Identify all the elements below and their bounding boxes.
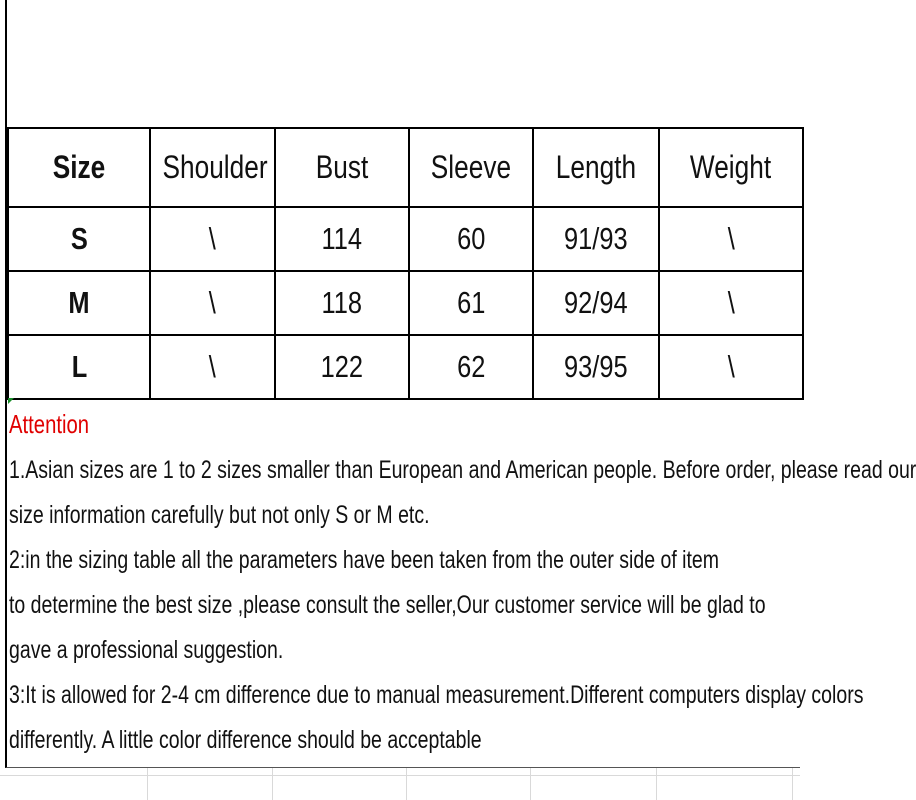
header-shoulder xyxy=(150,128,275,207)
header-bust xyxy=(275,128,409,207)
cell-text: 92/94 xyxy=(564,285,628,320)
table-cell xyxy=(150,207,275,271)
header-bust-label: Bust xyxy=(315,149,369,185)
table-cell xyxy=(275,271,409,335)
sheet-frame xyxy=(5,0,916,768)
table-row xyxy=(8,335,803,399)
header-sleeve-label: Sleeve xyxy=(430,149,512,185)
table-header-row xyxy=(8,128,803,207)
cell-text: 118 xyxy=(321,285,363,320)
table-cell xyxy=(275,335,409,399)
table-cell xyxy=(659,335,803,399)
table-cell xyxy=(150,335,275,399)
note-line: to determine the best size ,please consult the seller,Our customer service will be glad to xyxy=(9,591,766,619)
table-row xyxy=(8,207,803,271)
cell-text: L xyxy=(71,349,87,384)
cell-text: \ xyxy=(727,221,735,256)
gridline xyxy=(0,775,800,776)
table-cell xyxy=(150,271,275,335)
header-shoulder-label: Shoulder xyxy=(162,149,268,185)
header-length-label: Length xyxy=(555,149,637,185)
size-table xyxy=(7,127,804,400)
table-cell xyxy=(533,271,659,335)
cell-text: 114 xyxy=(321,221,363,256)
table-cell xyxy=(533,335,659,399)
cell-text: 60 xyxy=(456,221,486,256)
table-cell xyxy=(659,207,803,271)
cell-text: \ xyxy=(727,285,735,320)
cell-text: 62 xyxy=(456,349,486,384)
table-cell xyxy=(275,207,409,271)
table-cell xyxy=(533,207,659,271)
note-line: 1.Asian sizes are 1 to 2 sizes smaller than European and American people. Before order, please read our xyxy=(9,456,916,484)
cell-text: 122 xyxy=(320,349,364,384)
table-cell xyxy=(409,271,533,335)
cell-text: 93/95 xyxy=(564,349,628,384)
table-cell xyxy=(8,271,150,335)
note-line: differently. A little color difference should be acceptable xyxy=(9,726,482,754)
cell-text: M xyxy=(68,285,90,320)
header-sleeve xyxy=(409,128,533,207)
table-cell xyxy=(8,335,150,399)
note-line: 3:It is allowed for 2-4 cm difference due to manual measurement.Different computers display colors xyxy=(9,681,864,709)
cell-text: 61 xyxy=(456,285,486,320)
attention-heading: Attention xyxy=(9,409,90,439)
cell-text: 91/93 xyxy=(564,221,628,256)
table-cell xyxy=(659,271,803,335)
table-cell xyxy=(409,207,533,271)
table-cell xyxy=(409,335,533,399)
cell-text: S xyxy=(70,221,88,256)
table-row xyxy=(8,271,803,335)
note-line: 2:in the sizing table all the parameters have been taken from the outer side of item xyxy=(9,546,719,574)
header-weight xyxy=(659,128,803,207)
header-weight-label: Weight xyxy=(690,149,772,185)
notes-section xyxy=(9,400,916,763)
table-cell xyxy=(8,207,150,271)
cell-text: \ xyxy=(727,349,735,384)
note-line: gave a professional suggestion. xyxy=(9,636,284,664)
blank-header-area xyxy=(7,0,800,128)
header-length xyxy=(533,128,659,207)
cell-text: \ xyxy=(208,221,217,256)
header-size-label: Size xyxy=(52,149,106,185)
cell-text: \ xyxy=(208,349,217,384)
cell-text: \ xyxy=(208,285,217,320)
header-size xyxy=(8,128,150,207)
note-line: size information carefully but not only S or M etc. xyxy=(9,501,430,529)
